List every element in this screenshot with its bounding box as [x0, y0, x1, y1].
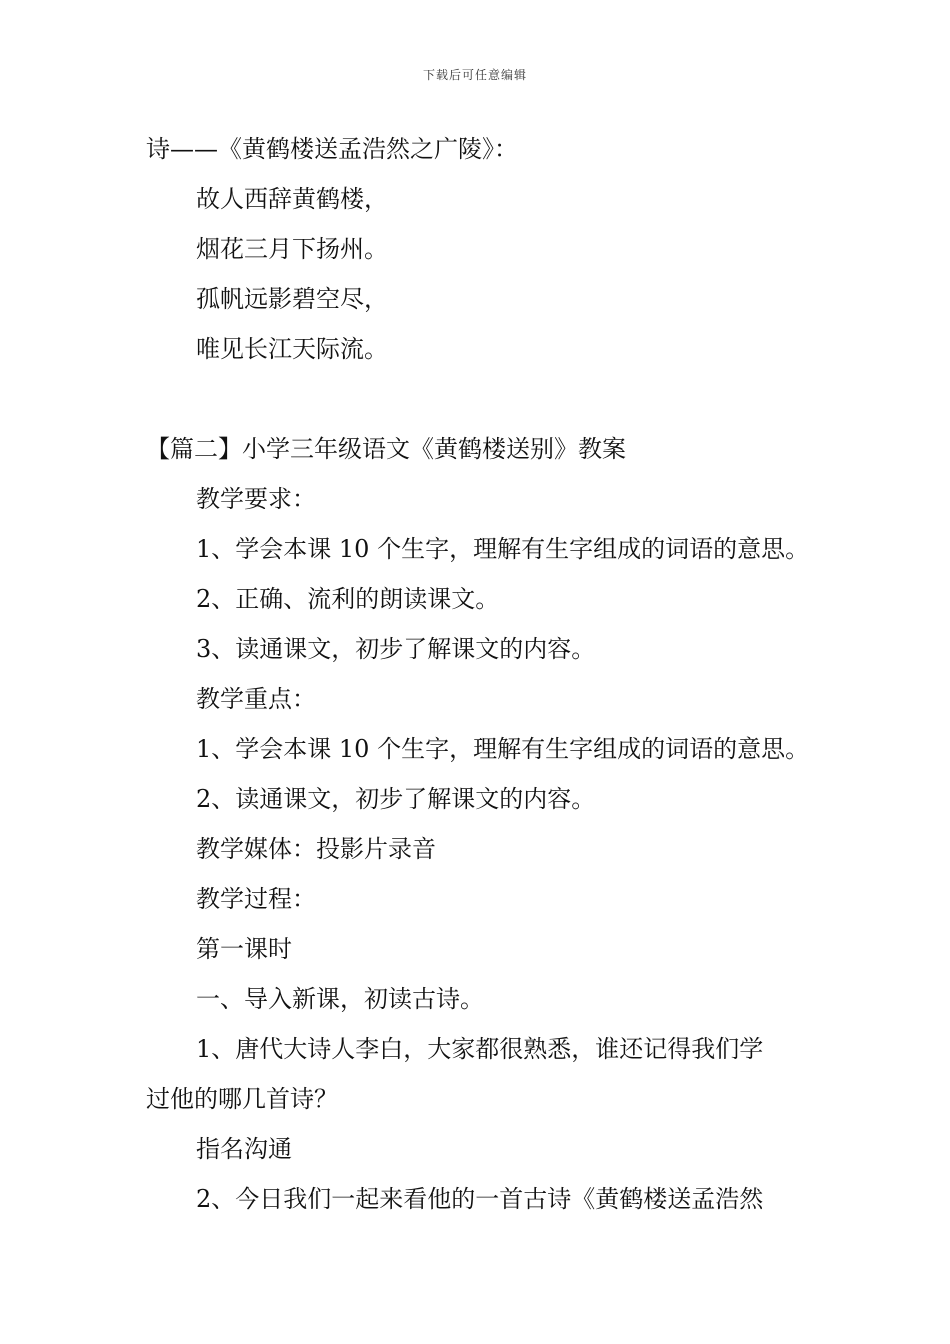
poem-line: 唯见长江天际流。: [196, 335, 388, 363]
poem-line: 孤帆远影碧空尽，: [196, 285, 388, 313]
page-header: 下载后可任意编辑: [422, 68, 527, 82]
poem-line: 烟花三月下扬州。: [196, 235, 388, 263]
step-one-item-2: 2、今日我们一起来看他的一首古诗《黄鹤楼送孟浩然: [196, 1185, 764, 1213]
step-one-item-1-continued: 过他的哪几首诗？: [146, 1085, 338, 1113]
poem-line: 故人西辞黄鹤楼，: [196, 185, 388, 213]
document-body: [146, 124, 846, 1224]
step-one-note: 指名沟通: [196, 1135, 292, 1163]
section-spacer: [146, 374, 846, 424]
key-point-item: 2、读通课文，初步了解课文的内容。: [196, 785, 596, 813]
lesson-one-label: 第一课时: [196, 935, 292, 963]
process-label: 教学过程：: [196, 885, 316, 913]
requirement-item: 3、读通课文，初步了解课文的内容。: [196, 635, 596, 663]
step-one-item-1: 1、唐代大诗人李白，大家都很熟悉，谁还记得我们学: [196, 1035, 764, 1063]
key-points-label: 教学重点：: [196, 685, 316, 713]
teaching-media: 教学媒体：投影片录音: [196, 835, 436, 863]
requirements-label: 教学要求：: [196, 485, 316, 513]
key-point-item: 1、学会本课 10 个生字，理解有生字组成的词语的意思。: [196, 735, 810, 763]
requirement-item: 1、学会本课 10 个生字，理解有生字组成的词语的意思。: [196, 535, 810, 563]
requirement-item: 2、正确、流利的朗读课文。: [196, 585, 500, 613]
section-heading: 【篇二】小学三年级语文《黄鹤楼送别》教案: [146, 435, 626, 463]
poem-title: 诗——《黄鹤楼送孟浩然之广陵》：: [146, 135, 518, 163]
step-one-heading: 一、导入新课，初读古诗。: [196, 985, 484, 1013]
